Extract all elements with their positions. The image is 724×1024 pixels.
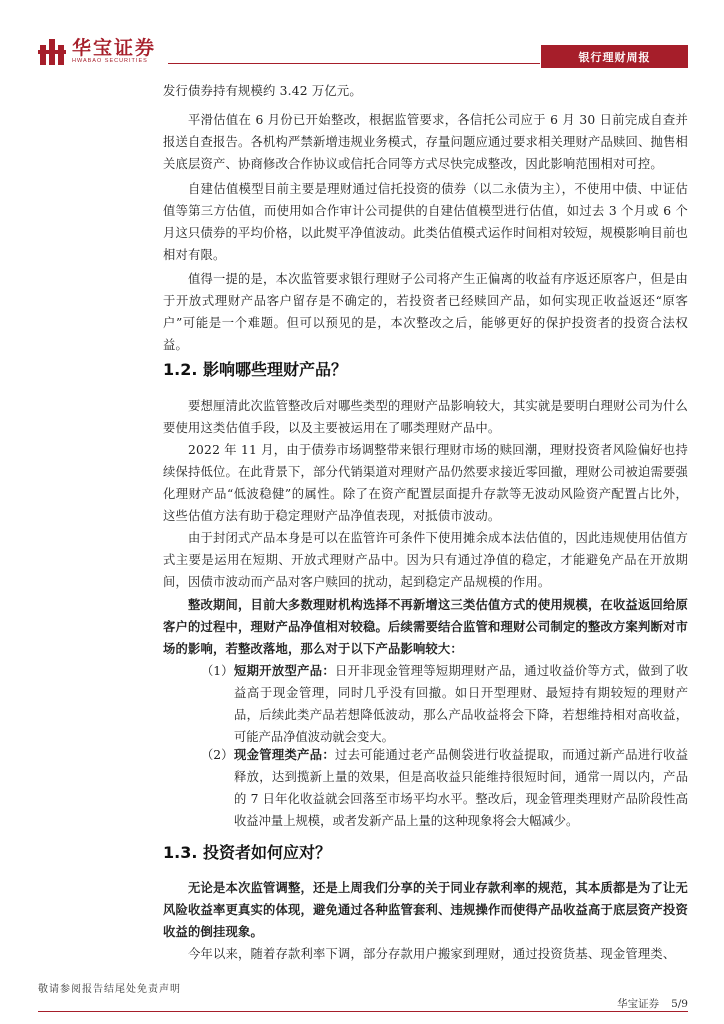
list-item-body	[234, 744, 688, 832]
list-item-number: （2）	[201, 748, 234, 762]
paragraph-7: 整改期间，目前大多数理财机构选择不再新增这三类估值方式的使用规模，在收益返回给原客户的过程中，理财产品净值相对较稳。后续需要结合监管和理财公司制定的整改方案判断对市场的影响，若整改落地，那么对于以下产品影响较大：	[163, 597, 688, 656]
list-item-text: 过去可能通过老产品侧袋进行收益提取，而通过新产品进行收益释放，达到揽新上量的效果，但是高收益只能维持很短时间，通常一周以内，产品的 7 日年化收益就会回落至市场平均水平。整改后，现金管理类理财产品阶段性高收益冲量上规模，或者发新产品上量的这种现象将会大幅减少。	[234, 748, 688, 828]
paragraph-1: 平滑估值在 6 月份已开始整改，根据监管要求，各信托公司应于 6 月 30 日前完成自查并报送自查报告。各机构严禁新增违规业务模式，存量问题应通过要求相关理财产品赎回、抛售相关底层资产、协商修改合作协议或信托合同等方式尽快完成整改，因此影响范围相对可控。	[163, 113, 688, 171]
section-heading-1-3: 1.3. 投资者如何应对？	[163, 843, 331, 862]
footer-disclaimer: 敬请参阅报告结尾处免责声明	[38, 984, 181, 995]
paragraph-3: 值得一提的是，本次监管要求银行理财子公司将产生正偏离的收益有序返还原客户，但是由于开放式理财产品客户留存是不确定的，若投资者已经赎回产品，如何实现正收益返还“原客户”可能是一个难题。但可以预见的是，本次整改之后，能够更好的保护投资者的投资合法权益。	[163, 272, 688, 352]
list-item-number: （1）	[201, 664, 234, 678]
logo-chinese-name: 华宝证券	[72, 36, 157, 59]
paragraph-9: 今年以来，随着存款利率下调，部分存款用户搬家到理财，通过投资货基、现金管理类、	[188, 947, 676, 961]
list-item-title: 现金管理类产品：	[234, 747, 335, 762]
logo-english-name: HWABAO SECURITIES	[72, 57, 148, 64]
footer-divider	[38, 1011, 688, 1012]
paragraph-5: 2022 年 11 月，由于债券市场调整带来银行理财市场的赎回潮，理财投资者风险偏好也持续保持低位。在此背景下，部分代销渠道对理财产品仍然要求接近零回撤，理财公司被迫需要强化理财产品“低波稳健”的属性。除了在资产配置层面提升存款等无波动风险资产配置占比外，这些估值方法有助于稳定理财产品净值表现，对抵债市波动。	[163, 443, 688, 523]
report-type-badge: 银行理财周报	[541, 45, 688, 68]
footer-info	[617, 996, 688, 1011]
paragraph-2: 自建估值模型目前主要是理财通过信托投资的债券（以二永债为主），不使用中债、中证估值等第三方估值，而使用如合作审计公司提供的自建估值模型进行估值，如过去 3 个月或 6 个月这只债券的平均价格，以此熨平净值波动。此类估值模式运作时间相对较短，规模影响目前也相对有限。	[163, 182, 688, 262]
footer-company: 华宝证券	[617, 998, 660, 1010]
paragraph-4: 要想厘清此次监管整改后对哪些类型的理财产品影响较大，其实就是要明白理财公司为什么要使用这类估值手段，以及主要被运用在了哪类理财产品中。	[163, 399, 688, 435]
paragraph-0: 发行债券持有规模约 3.42 万亿元。	[163, 84, 362, 98]
list-item-text: 日开非现金管理等短期理财产品，通过收益价等方式，做到了收益高于现金管理，同时几乎没有回撤。如日开型理财、最短持有期较短的理财产品，后续此类产品若想降低波动，那么产品收益将会下降，若想维持相对高收益，可能产品净值波动就会变大。	[234, 664, 688, 744]
header-divider	[168, 63, 540, 64]
paragraph-8: 无论是本次监管调整，还是上周我们分享的关于同业存款利率的规范，其本质都是为了让无风险收益率更真实的体现，避免通过各种监管套利、违规操作而使得产品收益高于底层资产投资收益的倒挂现象。	[163, 880, 688, 939]
paragraph-6: 由于封闭式产品本身是可以在监管许可条件下使用摊余成本法估值的，因此违规使用估值方式主要是运用在短期、开放式理财产品中。因为只有通过净值的稳定，才能避免产品在开放期间，因债市波动而产品对客户赎回的扰动，起到稳定产品规模的作用。	[163, 531, 688, 589]
list-item-body	[234, 660, 688, 748]
list-item-title: 短期开放型产品：	[234, 663, 335, 678]
section-heading-1-2: 1.2. 影响哪些理财产品？	[163, 360, 347, 379]
company-logo	[38, 37, 156, 65]
page-number: 5/9	[671, 998, 688, 1010]
logo-mark-icon	[38, 37, 66, 65]
